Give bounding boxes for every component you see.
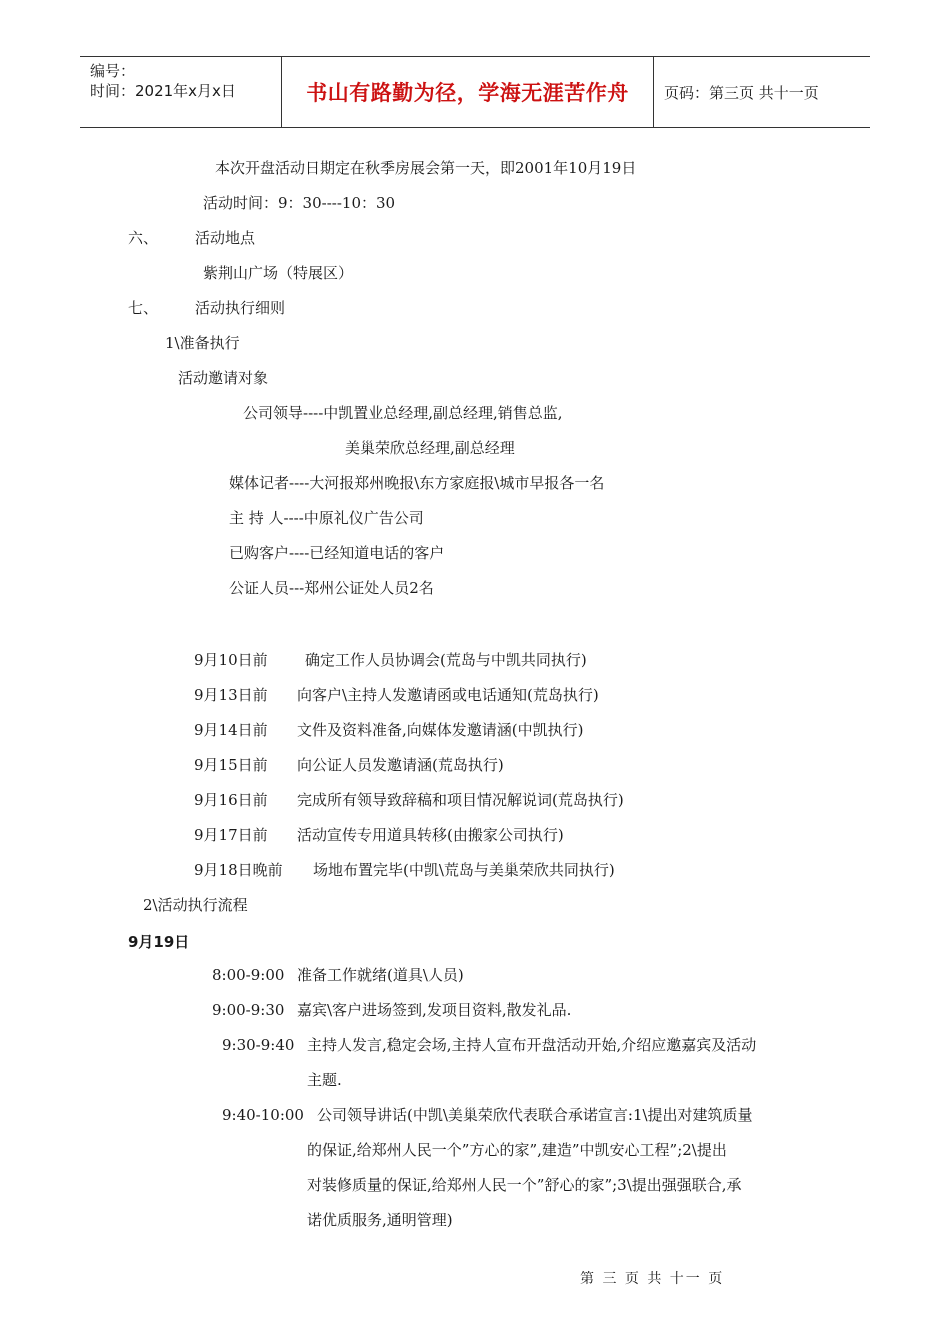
flow-time: 8:00-9:00 bbox=[212, 966, 285, 984]
flow-text: 公司领导讲话(中凯\美巢荣欣代表联合承诺宣言:1\提出对建筑质量 bbox=[317, 1106, 753, 1124]
flow-text: 诺优质服务,通明管理) bbox=[307, 1211, 453, 1229]
flow-text: 的保证,给郑州人民一个”方心的家”,建造”中凯安心工程”;2\提出 bbox=[307, 1141, 727, 1159]
schedule-task: 活动宣传专用道具转移(由搬家公司执行) bbox=[297, 826, 564, 844]
schedule-task: 确定工作人员协调会(荒岛与中凯共同执行) bbox=[305, 651, 587, 669]
invite-title: 活动邀请对象 bbox=[178, 369, 269, 387]
time-label: 时间：2021年x月x日 bbox=[90, 82, 236, 100]
schedule-date: 9月10日前 bbox=[194, 651, 268, 669]
section-7-number: 七、 bbox=[128, 299, 159, 317]
schedule-date: 9月15日前 bbox=[194, 756, 268, 774]
invitee-line: 媒体记者----大河报郑州晚报\东方家庭报\城市早报各一名 bbox=[229, 474, 605, 492]
activity-place: 紫荆山广场（特展区） bbox=[203, 264, 354, 282]
flow-time: 9:40-10:00 bbox=[222, 1106, 304, 1124]
flow-text: 对装修质量的保证,给郑州人民一个”舒心的家”;3\提出强强联合,承 bbox=[307, 1176, 742, 1194]
flow-text: 主持人发言,稳定会场,主持人宣布开盘活动开始,介绍应邀嘉宾及活动 bbox=[307, 1036, 757, 1054]
subsection-2-title: 2\活动执行流程 bbox=[143, 896, 248, 914]
invitee-line: 美巢荣欣总经理,副总经理 bbox=[345, 439, 515, 457]
invitee-line: 公司领导----中凯置业总经理,副总经理,销售总监, bbox=[243, 404, 563, 422]
section-6-number: 六、 bbox=[128, 229, 159, 247]
schedule-task: 文件及资料准备,向媒体发邀请涵(中凯执行) bbox=[297, 721, 584, 739]
schedule-task: 向公证人员发邀请涵(荒岛执行) bbox=[297, 756, 504, 774]
invitee-line: 主 持 人----中原礼仪广告公司 bbox=[229, 509, 424, 527]
flow-time: 9:00-9:30 bbox=[212, 1001, 285, 1019]
schedule-task: 向客户\主持人发邀请函或电话通知(荒岛执行) bbox=[297, 686, 599, 704]
header-page-code: 页码：第三页 共十一页 bbox=[664, 83, 819, 102]
header-meta bbox=[80, 57, 282, 127]
schedule-date: 9月16日前 bbox=[194, 791, 268, 809]
activity-date-line: 本次开盘活动日期定在秋季房展会第一天，即2001年10月19日 bbox=[215, 159, 637, 177]
flow-text: 准备工作就绪(道具\人员) bbox=[297, 966, 464, 984]
document-header bbox=[80, 56, 870, 128]
schedule-date: 9月14日前 bbox=[194, 721, 268, 739]
invitee-line: 已购客户----已经知道电话的客户 bbox=[229, 544, 445, 562]
schedule-date: 9月13日前 bbox=[194, 686, 268, 704]
section-7-title: 活动执行细则 bbox=[195, 299, 286, 317]
schedule-date: 9月17日前 bbox=[194, 826, 268, 844]
day-heading: 9月19日 bbox=[128, 933, 190, 951]
activity-time-line: 活动时间：9：30----10：30 bbox=[203, 194, 396, 212]
schedule-task: 完成所有领导致辞稿和项目情况解说词(荒岛执行) bbox=[297, 791, 624, 809]
flow-text: 主题. bbox=[307, 1071, 342, 1089]
number-label: 编号： bbox=[90, 62, 136, 80]
section-6-title: 活动地点 bbox=[195, 229, 256, 247]
flow-text: 嘉宾\客户进场签到,发项目资料,散发礼品. bbox=[297, 1001, 572, 1019]
flow-time: 9:30-9:40 bbox=[222, 1036, 295, 1054]
page-footer: 第 三 页 共 十一 页 bbox=[580, 1271, 725, 1287]
schedule-task: 场地布置完毕(中凯\荒岛与美巢荣欣共同执行) bbox=[313, 861, 615, 879]
subsection-1-title: 1\准备执行 bbox=[165, 334, 240, 352]
schedule-date: 9月18日晚前 bbox=[194, 861, 283, 879]
header-motto: 书山有路勤为径，学海无涯苦作舟 bbox=[282, 57, 654, 127]
invitee-line: 公证人员---郑州公证处人员2名 bbox=[229, 579, 434, 597]
